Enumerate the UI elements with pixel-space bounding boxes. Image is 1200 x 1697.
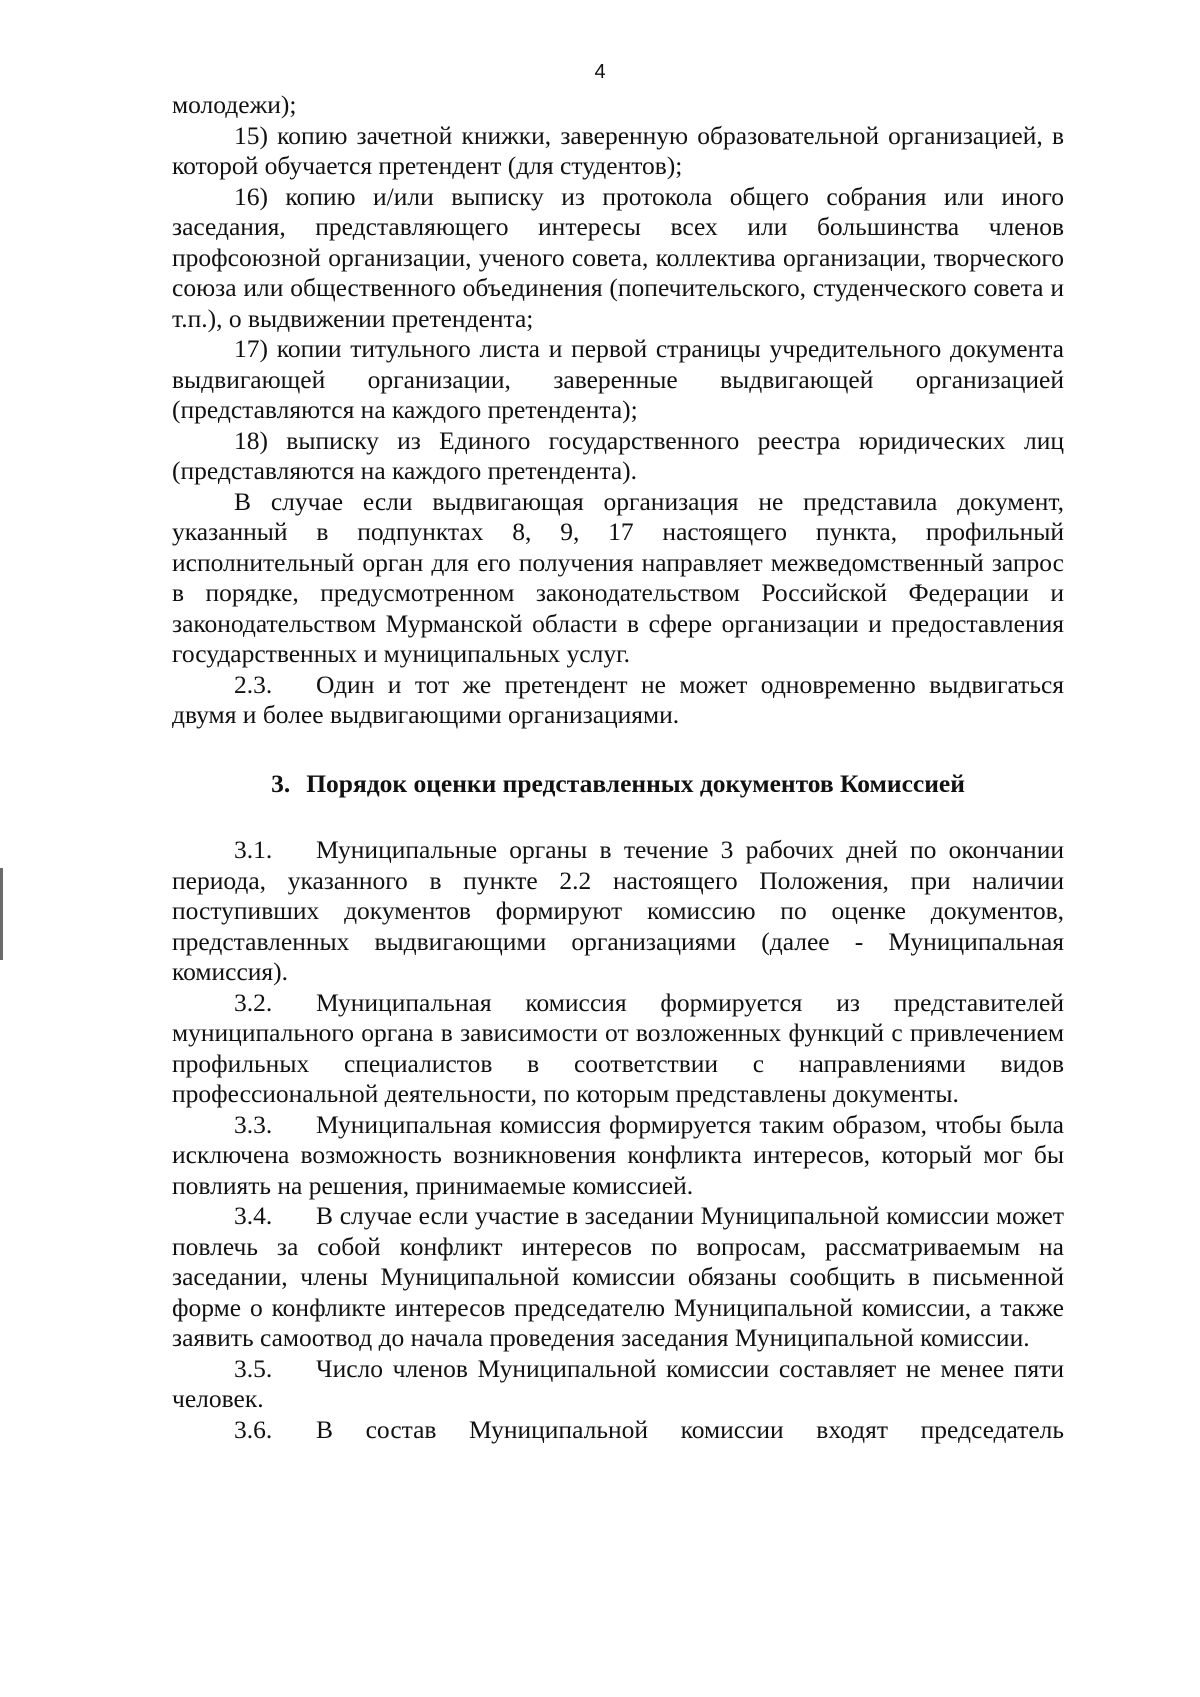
clause-number: 3.5. <box>234 1353 273 1383</box>
clause-text: В состав Муниципальной комиссии входят председатель <box>316 1414 1064 1444</box>
scan-margin-mark <box>0 868 3 960</box>
clause-3-1 <box>172 835 1064 988</box>
clause-number: 3.6. <box>234 1414 273 1444</box>
clause-text: Один и тот же претендент не может одновременно выдвигаться двумя и более выдвигающими организациями. <box>172 669 1064 729</box>
clause-text: Муниципальная комиссия формируется таким образом, чтобы была исключена возможность возникновения конфликта интересов, который мог бы повлиять на решения, принимаемые комиссией. <box>172 1109 1064 1200</box>
clause-3-6 <box>172 1415 1064 1446</box>
clause-3-3 <box>172 1110 1064 1202</box>
clause-text: Число членов Муниципальной комиссии составляет не менее пяти человек. <box>172 1353 1064 1413</box>
document-body <box>172 90 1064 1445</box>
clause-number: 3.3. <box>234 1109 273 1139</box>
section-heading <box>172 769 1064 800</box>
clause-number: 3.4. <box>234 1201 273 1230</box>
section-number: 3. <box>271 768 291 798</box>
clause-3-4 <box>172 1201 1064 1354</box>
clause-text: Муниципальные органы в течение 3 рабочих дней по окончании периода, указанного в пункте 2.2 настоящего Положения, при наличии поступивших документов формируют комиссию по оценке документов, представленных выдвигающими организациями (далее - Муниципальная комиссия). <box>172 835 1064 986</box>
clause-3-5 <box>172 1354 1064 1415</box>
page-number: 4 <box>594 61 606 83</box>
clause-3-2 <box>172 988 1064 1110</box>
list-item-15: 15) копию зачетной книжки, заверенную образовательной организацией, в которой обучается претендент (для студентов); <box>172 120 1064 180</box>
section-title: Порядок оценки представленных документов Комиссией <box>306 768 965 798</box>
clause-text: В случае если участие в заседании Муниципальной комиссии может повлечь за собой конфликт интересов по вопросам, рассматриваемым на заседании, члены Муниципальной комиссии обязаны сообщить в письменной форме о конфликте интересов председателю Муниципальной комиссии, а также заявить самоотвод до начала проведения заседания Муниципальной комиссии. <box>172 1201 1064 1352</box>
clause-2-3 <box>172 670 1064 731</box>
list-item-17: 17) копии титульного листа и первой страницы учредительного документа выдвигающей организации, заверенные выдвигающей организацией (представляются на каждого претендента); <box>172 334 1064 424</box>
clause-number: 2.3. <box>234 669 273 699</box>
clause-number: 3.2. <box>234 987 273 1017</box>
list-item-16: 16) копию и/или выписку из протокола общего собрания или иного заседания, представляющего интересы всех или большинства членов профсоюзной организации, ученого совета, коллектива организации, творческого союза или общественного объединения (попечительского, студенческого совета и т.п.), о выдвижении претендента; <box>172 181 1064 333</box>
paragraph-missing-documents: В случае если выдвигающая организация не представила документ, указанный в подпунктах 8, 9, 17 настоящего пункта, профильный исполнительный орган для его получения направляет межведомственный запрос в порядке, предусмотренном законодательством Российской Федерации и законодательством Мурманской области в сфере организации и предоставления государственных и муниципальных услуг. <box>172 486 1064 668</box>
clause-number: 3.1. <box>234 835 273 864</box>
clause-text: Муниципальная комиссия формируется из представителей муниципального органа в зависимости от возложенных функций с привлечением профильных специалистов в соответствии с направлениями видов профессиональной деятельности, по которым представлены документы. <box>172 987 1064 1108</box>
list-item-18: 18) выписку из Единого государственного реестра юридических лиц (представляются на каждого претендента). <box>172 425 1064 485</box>
paragraph-continuation: молодежи); <box>172 90 297 119</box>
